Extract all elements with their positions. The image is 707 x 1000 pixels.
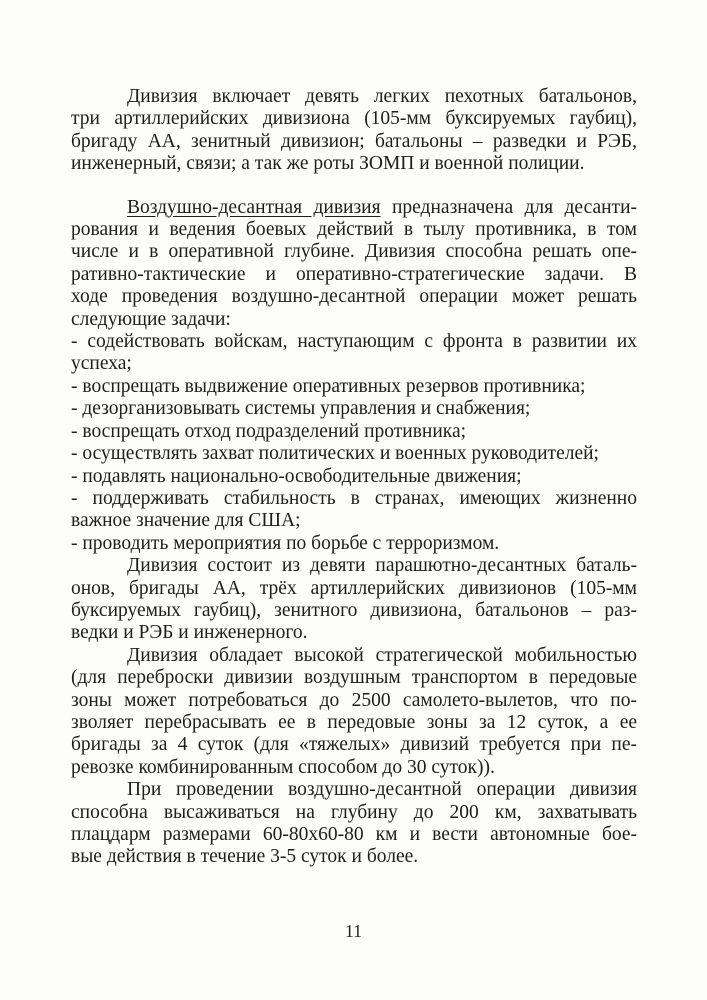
list-item-task-2	[71, 376, 637, 398]
text-block	[71, 86, 637, 869]
text-line: способна высаживаться на глубину до 200 км, захватывать	[71, 801, 637, 823]
text-line: важное значение для США;	[71, 510, 301, 532]
text-line: - осуществлять захват политических и военных руководителей;	[71, 443, 599, 465]
text-line: вые действия в течение 3-5 суток и более.	[71, 846, 419, 868]
text-line: (для переброски дивизии воздушным транспортом в передовые	[71, 667, 637, 689]
text-line: Дивизия включает девять легких пехотных батальонов,	[127, 86, 637, 107]
paragraph-airborne-division-purpose	[71, 197, 637, 331]
text-line: зволяет перебрасывать ее в передовые зоны за 12 суток, а ее	[71, 711, 637, 733]
list-item-task-4	[71, 421, 637, 443]
text-line: Дивизия обладает высокой стратегической мобильностью	[127, 644, 637, 666]
text-line: следующие задачи:	[71, 308, 231, 330]
text-line: числе и в оперативной глубине. Дивизия способна решать опе-	[71, 241, 637, 263]
text-line: зоны может потребоваться до 2500 самолето-вылетов, что по-	[71, 689, 637, 711]
text-line: - подавлять национально-освободительные движения;	[71, 465, 522, 487]
text-line: При проведении воздушно-десантной операции дивизия	[127, 779, 637, 801]
text-line: Воздушно-десантная дивизия предназначена для десанти-	[127, 196, 637, 218]
text-line: плацдарм размерами 60-80х60-80 км и вести автономные бое-	[71, 824, 637, 845]
list-item-task-3	[71, 398, 637, 420]
underlined-term: Воздушно-десантная дивизия	[127, 196, 381, 218]
text-line: инженерный, связи; а так же роты ЗОМП и военной полиции.	[71, 153, 585, 175]
list-item-task-6	[71, 466, 637, 488]
text-line: ходе проведения воздушно-десантной операции может решать	[71, 286, 637, 308]
text-line: бригаду АА, зенитный дивизион; батальоны – разведки и РЭБ,	[71, 130, 637, 152]
text-line: буксируемых гаубиц), зенитного дивизиона, батальонов – раз-	[71, 599, 637, 621]
list-item-task-1	[71, 331, 637, 376]
list-item-task-8	[71, 533, 637, 555]
list-item-task-7	[71, 488, 637, 533]
text-line: ревозке комбинированным способом до 30 суток)).	[71, 756, 495, 778]
text-line: - воспрещать отход подразделений противника;	[71, 420, 467, 442]
paragraph-division-structure	[71, 555, 637, 645]
list-item-task-5	[71, 443, 637, 465]
text-line: рования и ведения боевых действий в тылу противника, в том	[71, 219, 637, 241]
paragraph-airborne-operation-depth	[71, 779, 637, 869]
text-line: - воспрещать выдвижение оперативных резервов противника;	[71, 375, 586, 397]
text-line: бригады за 4 суток (для «тяжелых» дивизий требуется при пе-	[71, 734, 637, 756]
text-line: - содействовать войскам, наступающим с фронта в развитии их	[71, 331, 637, 353]
text-line: ведки и РЭБ и инженерного.	[71, 622, 308, 644]
text-line: онов, бригады АА, трёх артиллерийских дивизионов (105-мм	[71, 577, 637, 599]
paragraph-strategic-mobility	[71, 645, 637, 779]
text-line: - дезорганизовывать системы управления и снабжения;	[71, 398, 531, 420]
paragraph-division-composition	[71, 86, 637, 176]
text-line: успеха;	[71, 353, 132, 375]
text-line: - поддерживать стабильность в странах, имеющих жизненно	[71, 487, 637, 509]
text-line: Дивизия состоит из девяти парашютно-десантных баталь-	[127, 555, 637, 577]
page-number: 11	[344, 921, 363, 941]
text-line: три артиллерийских дивизиона (105-мм буксируемых гаубиц),	[71, 108, 637, 130]
text-line: - проводить мероприятия по борьбе с терроризмом.	[71, 532, 500, 554]
text-line: ративно-тактические и оперативно-стратегические задачи. В	[71, 263, 637, 285]
